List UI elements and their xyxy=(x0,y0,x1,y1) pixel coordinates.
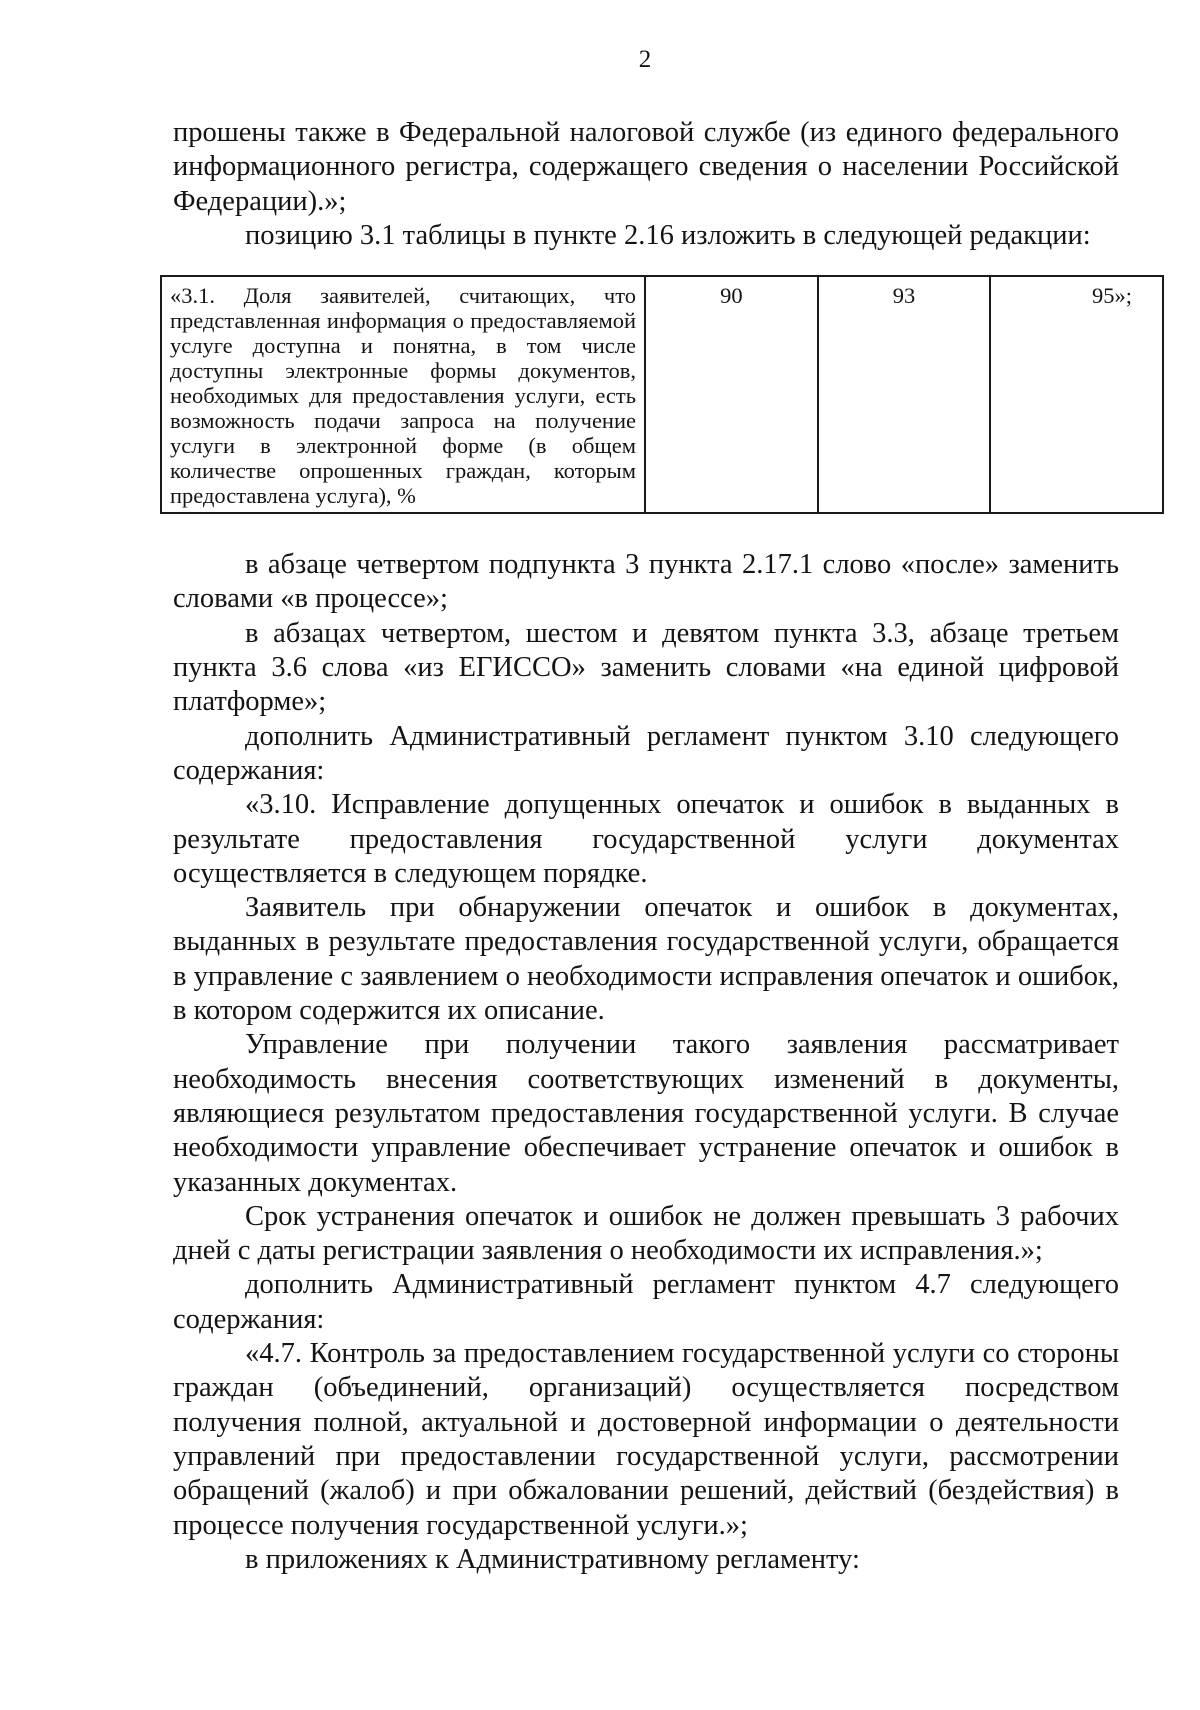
table-cell-value-2: 93 xyxy=(818,276,991,513)
page-number: 2 xyxy=(638,46,652,73)
paragraph-table-intro: позицию 3.1 таблицы в пункте 2.16 изложить в следующей редакции: xyxy=(245,219,1091,251)
paragraph: дополнить Административный регламент пунктом 3.10 следующего содержания: xyxy=(173,720,1119,786)
table-cell-value-1: 90 xyxy=(645,276,818,513)
paragraph: в приложениях к Административному регламенту: xyxy=(245,1543,860,1575)
paragraph: в абзаце четвертом подпункта 3 пункта 2.17.1 слово «после» заменить словами «в процессе»; xyxy=(173,549,1119,615)
paragraph: «3.10. Исправление допущенных опечаток и ошибок в выданных в результате предоставления государственной услуги документах осуществляется в следующем порядке. xyxy=(173,789,1119,889)
document-body xyxy=(170,116,1132,1577)
paragraph: «4.7. Контроль за предоставлением государственной услуги со стороны граждан (объединений, организаций) осуществляется посредством получения полной, актуальной и достоверной информации о деятельности управлений при предоставлении государственной услуги, рассмотрении обращений (жалоб) и при обжаловании решений, действий (бездействия) в процессе получения государственной услуги.»; xyxy=(173,1338,1119,1541)
paragraph-continuation: прошены также в Федеральной налоговой службе (из единого федерального информационного регистра, содержащего сведения о населении Российской Федерации).»; xyxy=(173,117,1119,217)
paragraph: в абзацах четвертом, шестом и девятом пункта 3.3, абзаце третьем пункта 3.6 слова «из ЕГИССО» заменить словами «на единой цифровой платформе»; xyxy=(173,617,1119,718)
paragraph: Срок устранения опечаток и ошибок не должен превышать 3 рабочих дней с даты регистрации заявления о необходимости их исправления.»; xyxy=(173,1200,1119,1267)
paragraph: Управление при получении такого заявления рассматривает необходимость внесения соответствующих изменений в документы, являющиеся результатом предоставления государственной услуги. В случае необходимости управление обеспечивает устранение опечаток и ошибок в указанных документах. xyxy=(173,1029,1119,1198)
indicator-table xyxy=(160,275,1164,514)
table-cell-description: «3.1. Доля заявителей, считающих, что представленная информация о предоставляемой услуге доступна и понятна, в том числе доступны электронные формы документов, необходимых для предоставления услуги, есть возможность подачи запроса на получение услуги в электронной форме (в общем количестве опрошенных граждан, которым предоставлена услуга), % xyxy=(161,276,645,513)
paragraph: Заявитель при обнаружении опечаток и ошибок в документах, выданных в результате предоставления государственной услуги, обращается в управление с заявлением о необходимости исправления опечаток и ошибок, в котором содержится их описание. xyxy=(173,892,1119,1027)
table-row xyxy=(161,276,1163,513)
paragraph: дополнить Административный регламент пунктом 4.7 следующего содержания: xyxy=(173,1269,1119,1335)
indicator-table-wrapper xyxy=(160,275,1164,514)
table-cell-value-3: 95»; xyxy=(990,276,1163,513)
